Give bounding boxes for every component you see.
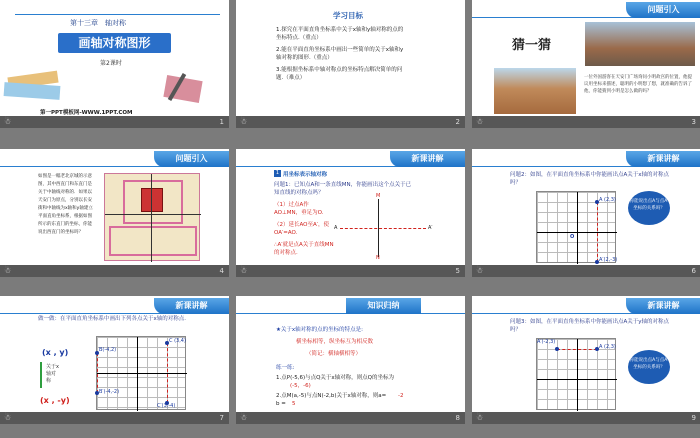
- animation-icon: ☃: [240, 266, 248, 275]
- point-c-label: C (3,4): [169, 338, 186, 344]
- hint-bubble: 你能说出点A与点A′坐标的关系吗？: [628, 191, 670, 225]
- coordinate-grid: [536, 338, 616, 410]
- slide-title: 画轴对称图形: [58, 33, 171, 53]
- slide-1[interactable]: [0, 0, 229, 128]
- y-axis: [577, 192, 578, 264]
- tiananmen-photo: [494, 68, 576, 114]
- reflection-line-c: [167, 343, 168, 403]
- practice-1: 1.点P(-5,6)与点Q关于x轴对称，则点Q的坐标为: [276, 375, 395, 381]
- y-axis: [137, 337, 138, 411]
- slide-footer: [236, 412, 465, 424]
- slide-number: 8: [455, 414, 460, 422]
- slide-number: 5: [455, 267, 460, 275]
- point-a2-label: A′(-2,3): [537, 339, 556, 345]
- goal-2: 2.能在平面直角坐标系中画出一些简单的关于x轴和y 轴对称的图形.（重点）: [276, 47, 404, 61]
- about-x-axis: 关于x轴对称: [46, 364, 59, 384]
- rule-mnemonic: （简记：横轴横相等）: [306, 351, 362, 357]
- subtitle: 第2课时: [100, 60, 122, 67]
- step-1: （1）过点A作AO⊥MN，垂足为O.: [274, 202, 324, 216]
- slide-number: 7: [219, 414, 224, 422]
- slide-footer: [0, 265, 229, 277]
- slide-number: 2: [455, 118, 460, 126]
- section-tag: 问题引入: [626, 2, 700, 18]
- goal-1: 1.探究在平面直角坐标系中关于x轴和y轴对称的点的 坐标特点.（重点）: [276, 27, 404, 41]
- point-a2-label: A′(2,-3): [599, 257, 618, 263]
- slide-7[interactable]: [0, 296, 229, 424]
- animation-icon: ☃: [240, 413, 248, 422]
- guess-title: 猜一猜: [512, 38, 552, 53]
- slide-2[interactable]: [236, 0, 465, 128]
- point-b-label: B(-4,2): [99, 347, 117, 353]
- slide-9[interactable]: [472, 296, 700, 424]
- slide-number: 1: [219, 118, 224, 126]
- slide-footer: [472, 265, 700, 277]
- book-illustration: [0, 68, 70, 108]
- practice-heading: 练一练:: [276, 365, 295, 371]
- chapter-label: 第十三章 轴对称: [70, 19, 126, 27]
- step-3: ∴A′就是点A关于直线MN的对称点.: [274, 242, 334, 256]
- animation-icon: ☃: [476, 266, 484, 275]
- animation-icon: ☃: [4, 413, 12, 422]
- story-text: 一位外国游客在天安门广场询问小明故宫的位置，他提议用坐标来描述，聪明的小明想了想，就准确的告诉了他，你能猜到小明是怎么做的吗？: [584, 75, 692, 94]
- slide-footer: [472, 116, 700, 128]
- answer-2b: 5: [292, 401, 296, 407]
- stationery-illustration: [155, 70, 210, 110]
- question-3: 问题3：如图，在平面直角坐标系中你能画出点A关于y轴的对称点吗？: [510, 319, 670, 333]
- arrow-bar: [40, 362, 42, 388]
- section-label: 用坐标表示轴对称: [283, 172, 328, 178]
- practice-2b: b =: [276, 401, 286, 407]
- goal-3: 3.能根据坐标系中轴对称点的坐标特点解决简单的问 题.（难点）: [276, 67, 403, 81]
- coordinate-grid: [536, 191, 616, 263]
- animation-icon: ☃: [476, 117, 484, 126]
- forbidden-city-photo: [585, 22, 695, 66]
- point-n-label: N: [376, 255, 380, 261]
- xy-label: (x , y): [42, 348, 69, 357]
- slide-footer: [0, 116, 229, 128]
- origin-label: O: [570, 234, 575, 240]
- beijing-map: [104, 173, 200, 261]
- slide-footer: [0, 412, 229, 424]
- animation-icon: ☃: [4, 117, 12, 126]
- slide-number: 9: [691, 414, 696, 422]
- divider: [15, 14, 220, 15]
- point-m-label: M: [376, 193, 381, 199]
- section-tag: 知识归纳: [346, 298, 421, 314]
- point-a2-label: A′: [428, 225, 433, 231]
- section-tag: 新课讲解: [626, 298, 700, 314]
- slide-3[interactable]: [472, 0, 700, 128]
- coordinate-grid: [96, 336, 186, 410]
- section-tag: 新课讲解: [626, 151, 700, 167]
- point-a-label: A: [334, 225, 338, 231]
- exercise-prompt: 做一做：在平面直角坐标系中画出下列各点关于x轴的对称点.: [38, 316, 187, 322]
- heading: 学习目标: [333, 11, 363, 20]
- rule-statement: 横坐标相等，纵坐标互为相反数: [296, 339, 374, 345]
- hint-bubble: 你能说出点A与点A′坐标的关系吗？: [628, 350, 670, 384]
- reflection-line: [557, 349, 597, 350]
- slide-number: 6: [691, 267, 696, 275]
- slide-6[interactable]: [472, 149, 700, 277]
- point-c2-label: C′(3,-4): [157, 403, 176, 409]
- practice-2: 2.点M(a,-5)与点N(-2,b)关于x轴对称，则a=: [276, 393, 387, 399]
- step-2: （2）延长AO至A′，使OA′=AO.: [274, 222, 330, 236]
- map-question: 如图是一幅老北京城的示意图，其中西直门和东直门是关于中轴线对称的．如果以天安门为原点，分别以长安街和中轴线为x轴和y轴建立平面直角坐标系，根据如图所示的东直门的坐标，你能说出西直门的坐标吗？: [38, 174, 93, 235]
- answer-2a: -2: [398, 393, 404, 399]
- section-tag: 新课讲解: [390, 151, 465, 167]
- slide-footer: [236, 265, 465, 277]
- animation-icon: ☃: [4, 266, 12, 275]
- question-1: 问题1：已知点A和一条直线MN，你能画出这个点关于已知直线的对称点吗？: [274, 182, 412, 196]
- slide-footer: [236, 116, 465, 128]
- slide-8[interactable]: [236, 296, 465, 424]
- animation-icon: ☃: [476, 413, 484, 422]
- question-2: 问题2：如图，在平面直角坐标系中你能画出点A关于x轴的对称点吗？: [510, 172, 670, 186]
- answer-1: (-5，-6): [290, 383, 311, 389]
- animation-icon: ☃: [240, 117, 248, 126]
- site-label: 第一PPT模板网-WWW.1PPT.COM: [40, 110, 133, 116]
- point-a-label: A (2,3): [599, 197, 616, 203]
- reflection-line-b: [97, 353, 98, 393]
- rule-heading: ★关于x轴对称的点的坐标的特点是:: [276, 327, 364, 333]
- x-neg-y-label: (x , -y): [40, 396, 70, 405]
- section-tag: 问题引入: [154, 151, 229, 167]
- slide-4[interactable]: [0, 149, 229, 277]
- slide-number: 4: [219, 267, 224, 275]
- point-b2-label: B′(-4,-2): [99, 389, 120, 395]
- slide-footer: [472, 412, 700, 424]
- section-badge: 1: [275, 170, 280, 176]
- point-a2: [555, 347, 559, 351]
- x-axis: [97, 373, 187, 374]
- slide-5[interactable]: [236, 149, 465, 277]
- point-a-label: A (2,3): [599, 344, 616, 350]
- section-tag: 新课讲解: [154, 298, 229, 314]
- reflection-line: [597, 202, 598, 262]
- slide-number: 3: [691, 118, 696, 126]
- segment-aa: [340, 228, 426, 229]
